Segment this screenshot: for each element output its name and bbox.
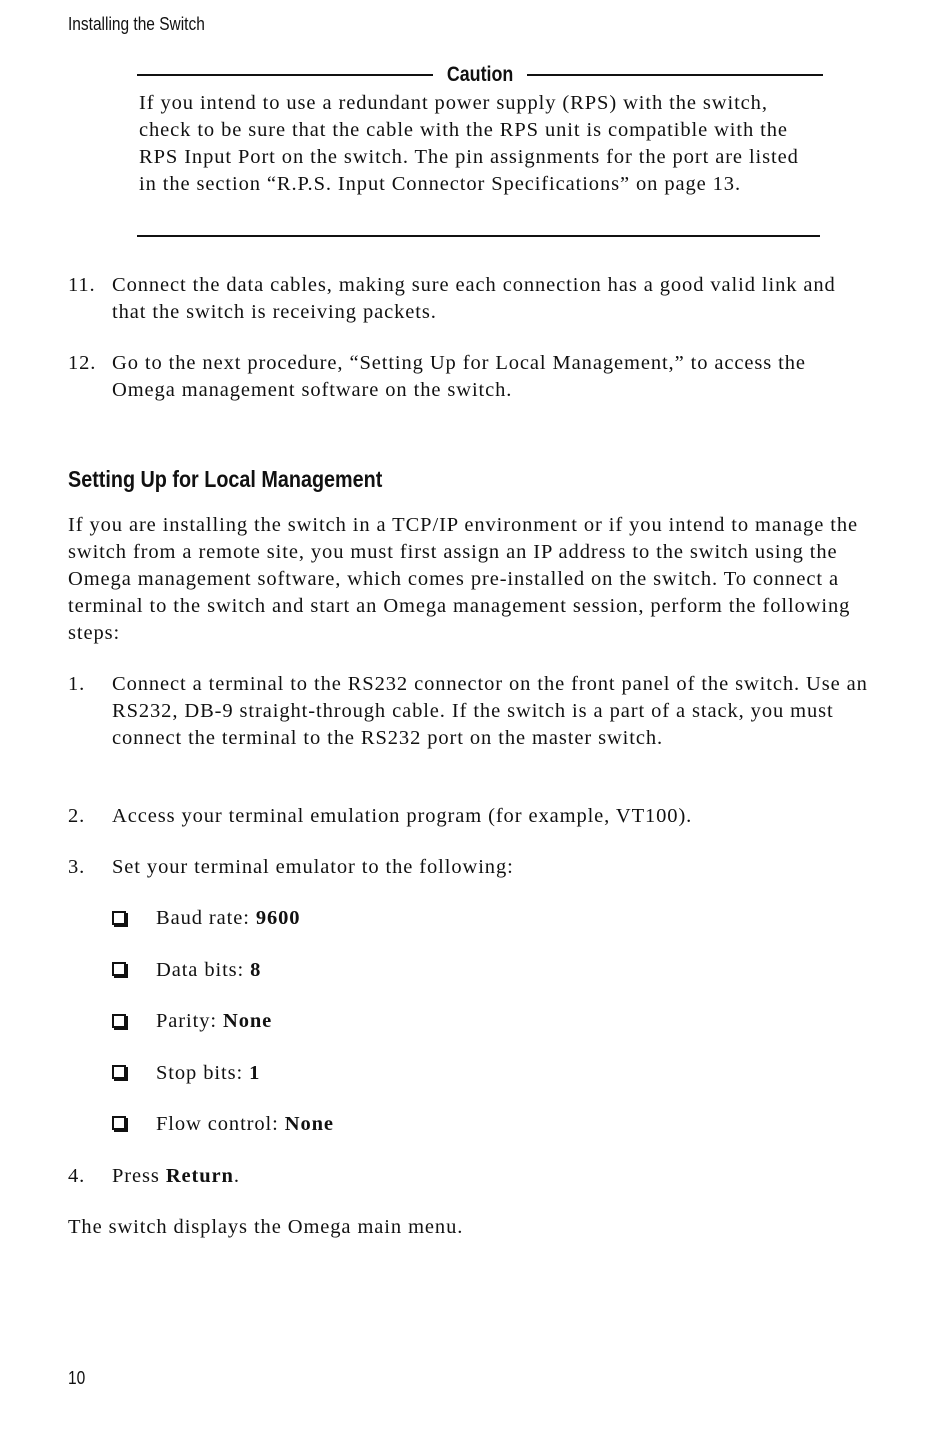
step-number: 11.	[68, 274, 96, 296]
caution-title-row	[137, 62, 823, 88]
section-heading: Setting Up for Local Management	[68, 466, 383, 492]
setting-value: None	[284, 1113, 334, 1135]
setting-label: Parity:	[156, 1010, 223, 1032]
checkbox-bullet-icon	[112, 1116, 126, 1130]
page-number: 10	[68, 1368, 86, 1388]
step-text: Set your terminal emulator to the following:	[112, 856, 514, 878]
caution-bottom-rule	[137, 235, 820, 237]
setting-label: Flow control:	[156, 1113, 285, 1135]
setting-item	[156, 1008, 272, 1035]
setting-label: Data bits:	[156, 959, 251, 981]
step-text: Go to the next procedure, “Setting Up for Local Management,” to access the Omega management software on the switch.	[112, 352, 806, 401]
closing-text: The switch displays the Omega main menu.	[68, 1216, 464, 1238]
step-number: 1.	[68, 673, 86, 695]
checkbox-bullet-icon	[112, 962, 126, 976]
step-text: Connect a terminal to the RS232 connector on the front panel of the switch. Use an RS232, DB-9 straight-through cable. If the switch is a part of a stack, you must connect the terminal to the RS232 port on the master switch.	[112, 673, 868, 749]
step-number: 2.	[68, 805, 86, 827]
caution-title: Caution	[446, 63, 514, 86]
setting-value: 9600	[255, 907, 301, 929]
caution-text: If you intend to use a redundant power supply (RPS) with the switch, check to be sure that the cable with the RPS unit is compatible with the RPS Input Port on the switch. The pin assignments for the port are listed in the section “R.P.S. Input Connector Specifications” on page 13.	[139, 92, 799, 195]
setting-label: Baud rate:	[156, 907, 256, 929]
section-intro: If you are installing the switch in a TCP/IP environment or if you intend to manage the switch from a remote site, you must first assign an IP address to the switch using the Omega management software, which comes pre-installed on the switch. To connect a terminal to the switch and start an Omega management session, perform the following steps:	[68, 514, 858, 644]
step-text: Connect the data cables, making sure each connection has a good valid link and that the switch is receiving packets.	[112, 274, 836, 323]
step-text: Access your terminal emulation program (for example, VT100).	[112, 805, 693, 827]
caution-rule-left	[137, 74, 433, 76]
running-head: Installing the Switch	[68, 14, 205, 34]
setting-item	[156, 1060, 260, 1087]
checkbox-bullet-icon	[112, 911, 126, 925]
key-name: Return	[165, 1165, 234, 1187]
step-number: 12.	[68, 352, 97, 374]
setting-item	[156, 957, 261, 984]
setting-item	[156, 905, 300, 932]
step-text	[112, 1163, 872, 1190]
setting-label: Stop bits:	[156, 1062, 250, 1084]
setting-value: 8	[250, 959, 262, 981]
caution-rule-right	[527, 74, 823, 76]
step-suffix: .	[233, 1165, 240, 1187]
caution-box	[137, 62, 823, 198]
checkbox-bullet-icon	[112, 1014, 126, 1028]
setting-value: 1	[249, 1062, 261, 1084]
step-prefix: Press	[112, 1165, 166, 1187]
checkbox-bullet-icon	[112, 1065, 126, 1079]
setting-item	[156, 1111, 334, 1138]
step-number: 4.	[68, 1165, 86, 1187]
step-number: 3.	[68, 856, 86, 878]
setting-value: None	[223, 1010, 273, 1032]
